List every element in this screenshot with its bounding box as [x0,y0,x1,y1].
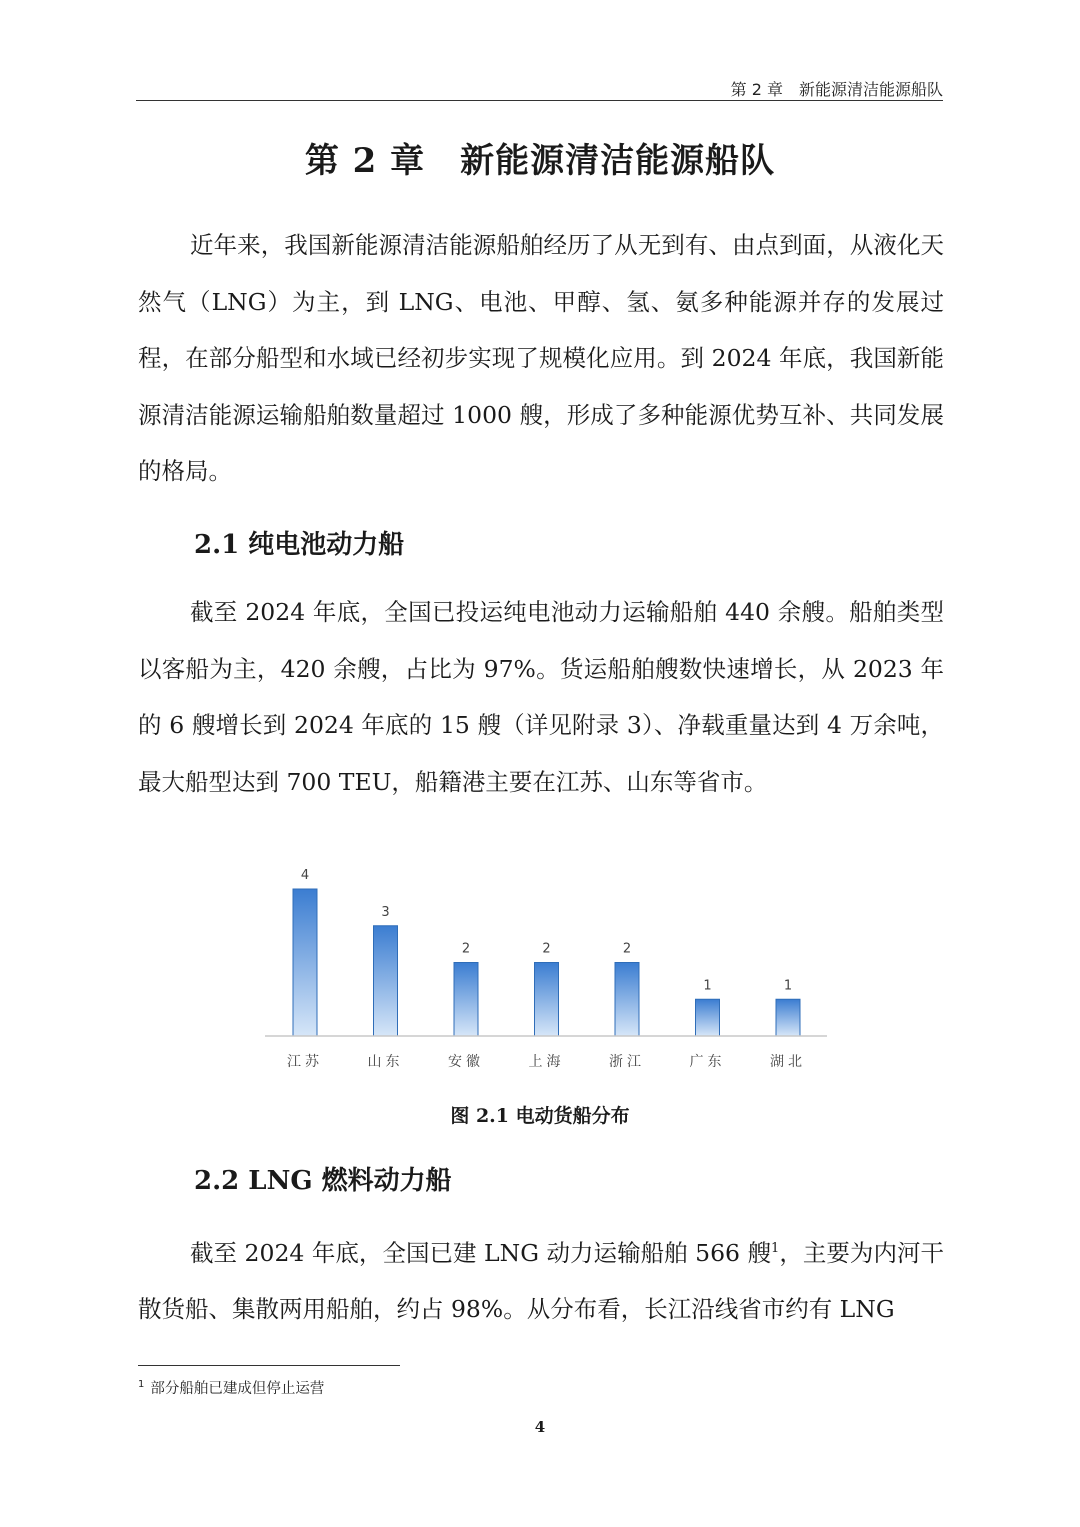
bar-4 [535,963,559,1037]
intro-paragraph: 近年来，我国新能源清洁能源船舶经历了从无到有、由点到面，从液化天然气（LNG）为主，到 LNG、电池、甲醇、氢、氨多种能源并存的发展过程，在部分船型和水域已经初步实现了规模化应用。到 2024 年底，我国新能源清洁能源运输船舶数量超过 1000 艘，形成了多种能源优势互补、共同发展的格局。 [138,231,944,485]
category-label: 山东 [367,1054,404,1070]
bar-2 [374,926,398,1036]
category-label: 上海 [528,1054,565,1070]
footnote-text: 部分船舶已建成但停止运营 [150,1381,325,1397]
footnote-reference[interactable]: 1 [771,1241,780,1256]
section-heading-2-2: 2.2 LNG 燃料动力船 [194,1166,452,1196]
footnote [138,1377,324,1398]
running-header-title: 第 2 章 新能源清洁能源船队 [730,80,943,99]
category-label: 江苏 [287,1054,323,1070]
section-2-2-paragraph [138,1221,944,1338]
category-label: 安徽 [448,1054,484,1070]
footnote-mark: 1 [138,1379,145,1391]
bar-1 [293,889,317,1036]
category-label: 浙江 [609,1054,645,1070]
category-label: 广东 [689,1054,726,1070]
chapter-title: 第 2 章 新能源清洁能源船队 [304,141,776,181]
bar-value-label: 3 [381,904,390,920]
electric-cargo-ship-bar-chart [250,850,850,1090]
bar-5 [615,963,639,1037]
bar-value-label: 2 [542,941,551,957]
section-2-2-text-part1: 截至 2024 年底，全国已建 LNG 动力运输船舶 566 艘 [190,1238,772,1267]
section-2-1-paragraph: 截至 2024 年底，全国已投运纯电池动力运输船舶 440 余艘。船舶类型以客船为主，420 余艘，占比为 97%。货运船舶艘数快速增长，从 2023 年的 6 艘增长到 2024 年底的 15 艘（详见附录 3）、净载重量达到 4 万余吨，最大船型达到 700 TEU，船籍港主要在江苏、山东等省市。 [138,598,944,796]
chart-bars [293,868,800,1036]
bar-7 [776,999,800,1036]
bar-3 [454,963,478,1037]
bar-value-label: 4 [300,868,310,883]
footnote-divider [138,1365,400,1366]
bar-value-label: 1 [703,978,712,994]
page-number: 4 [534,1418,546,1436]
category-label: 湖北 [770,1054,806,1070]
bar-value-label: 2 [461,941,471,957]
bar-6 [696,999,720,1036]
chart-category-labels [287,1053,806,1070]
figure-caption: 图 2.1 电动货船分布 [450,1105,630,1127]
bar-value-label: 1 [783,978,793,994]
section-2-2-text-part2: ，主要为内河干散货船、集散两用船舶，约占 98%。从分布看，长江沿线省市约有 LNG [138,1238,945,1324]
running-header [136,76,943,101]
bar-value-label: 2 [622,941,632,957]
section-heading-2-1: 2.1 纯电池动力船 [194,530,405,560]
